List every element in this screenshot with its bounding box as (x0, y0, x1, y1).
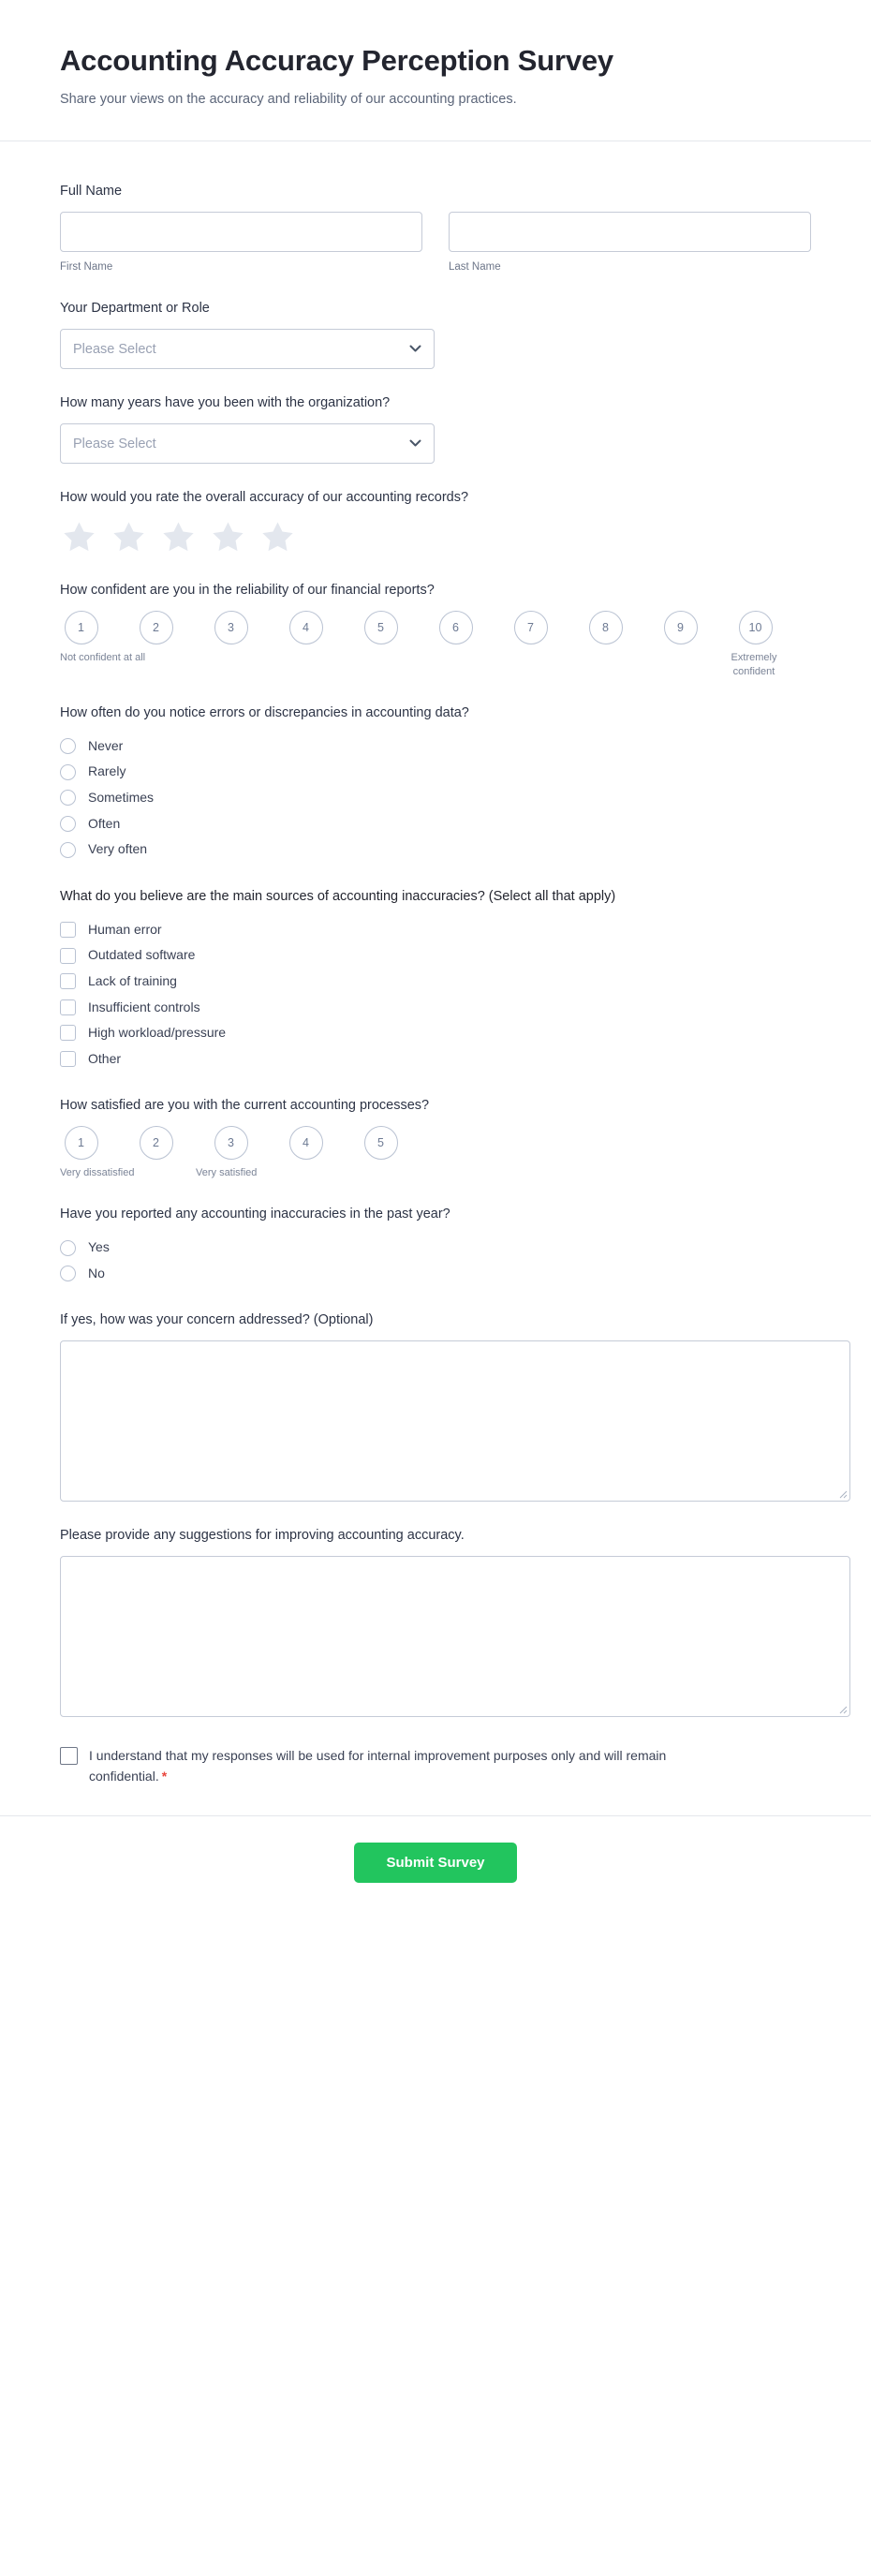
star-icon[interactable] (258, 518, 297, 556)
field-years (60, 381, 811, 476)
last-name-group (449, 212, 811, 274)
suggestions-label: Please provide any suggestions for improving accounting accuracy. (60, 1528, 465, 1544)
checkbox-icon[interactable] (60, 1051, 76, 1067)
confidence-scale (60, 611, 811, 679)
submit-survey-button[interactable]: Submit Survey (354, 1843, 516, 1883)
radio-label: Never (88, 737, 124, 753)
checkbox-icon[interactable] (60, 1025, 76, 1041)
star-icon[interactable] (110, 518, 148, 556)
field-satisfaction (60, 1084, 811, 1192)
form-body (0, 141, 871, 1815)
field-error-frequency (60, 691, 811, 875)
radio-icon[interactable] (60, 1240, 76, 1256)
radio-label: Rarely (88, 763, 126, 779)
field-department (60, 287, 811, 381)
page-subtitle: Share your views on the accuracy and reliability of our accounting practices. (60, 91, 517, 107)
checkbox-label: High workload/pressure (88, 1025, 227, 1041)
reported-options (60, 1235, 811, 1286)
scale-option-6[interactable]: 6 (439, 611, 473, 644)
consent-label: I understand that my responses will be used for internal improvement purposes only and will remain confidential. (89, 1748, 667, 1784)
checkbox-icon[interactable] (60, 973, 76, 989)
scale-option-8[interactable]: 8 (589, 611, 623, 644)
inaccuracy-sources-options (60, 917, 811, 1073)
radio-option-no[interactable] (60, 1261, 811, 1287)
field-full-name (60, 170, 811, 287)
error-frequency-options (60, 733, 811, 863)
radio-icon[interactable] (60, 842, 76, 858)
error-frequency-label: How often do you notice errors or discrepancies in accounting data? (60, 704, 469, 720)
star-icon[interactable] (60, 518, 98, 556)
scale-option (210, 611, 252, 644)
checkbox-option-outdated-software[interactable] (60, 942, 811, 969)
radio-label: Sometimes (88, 790, 155, 806)
confidence-legend-high: Extremely confident (731, 652, 777, 677)
last-name-input[interactable] (449, 212, 811, 252)
field-concern-addressed (60, 1298, 811, 1514)
last-name-sublabel: Last Name (449, 261, 501, 274)
checkbox-label: Insufficient controls (88, 999, 200, 1014)
concern-addressed-label: If yes, how was your concern addressed? (Optional) (60, 1312, 374, 1328)
star-rating-group[interactable] (60, 518, 811, 556)
scale-option-1[interactable]: 1 (65, 611, 98, 644)
radio-option-very-often[interactable] (60, 836, 811, 863)
field-reported (60, 1192, 811, 1298)
years-select-value: Please Select (73, 436, 156, 452)
scale-option (360, 1126, 402, 1160)
department-select[interactable] (60, 329, 435, 369)
satisfaction-legend-high: Very satisfied (196, 1167, 258, 1179)
checkbox-option-lack-of-training[interactable] (60, 969, 811, 995)
concern-addressed-textarea[interactable] (60, 1340, 850, 1502)
radio-option-never[interactable] (60, 733, 811, 760)
suggestions-textarea[interactable] (60, 1556, 850, 1717)
checkbox-option-human-error[interactable] (60, 917, 811, 943)
checkbox-icon[interactable] (60, 999, 76, 1015)
confidence-legend-low: Not confident at all (60, 652, 146, 664)
scale-option (509, 611, 552, 644)
scale-option-4[interactable]: 4 (289, 611, 323, 644)
scale-option (135, 1126, 177, 1160)
scale-option (285, 611, 327, 644)
field-inaccuracy-sources (60, 875, 811, 1085)
first-name-input[interactable] (60, 212, 422, 252)
required-marker: * (161, 1769, 168, 1784)
scale-option (210, 1126, 252, 1160)
department-select-value: Please Select (73, 341, 156, 357)
scale-option (734, 611, 776, 644)
satisfaction-option-2[interactable]: 2 (140, 1126, 173, 1160)
satisfaction-option-1[interactable]: 1 (65, 1126, 98, 1160)
radio-icon[interactable] (60, 764, 76, 780)
department-label: Your Department or Role (60, 301, 210, 317)
checkbox-label: Outdated software (88, 947, 196, 963)
checkbox-icon[interactable] (60, 922, 76, 938)
form-header (0, 0, 871, 141)
satisfaction-scale (60, 1126, 811, 1180)
checkbox-label: Other (88, 1050, 122, 1066)
radio-label: Often (88, 815, 121, 831)
satisfaction-option-3[interactable]: 3 (214, 1126, 248, 1160)
reported-label: Have you reported any accounting inaccuracies in the past year? (60, 1207, 450, 1222)
page-title: Accounting Accuracy Perception Survey (60, 44, 613, 77)
radio-option-often[interactable] (60, 811, 811, 837)
first-name-sublabel: First Name (60, 261, 113, 274)
radio-option-sometimes[interactable] (60, 785, 811, 811)
checkbox-label: Human error (88, 921, 162, 937)
satisfaction-option-5[interactable]: 5 (364, 1126, 398, 1160)
accuracy-rating-label: How would you rate the overall accuracy of our accounting records? (60, 490, 469, 506)
radio-option-rarely[interactable] (60, 759, 811, 785)
checkbox-option-high-workload[interactable] (60, 1020, 811, 1046)
radio-icon[interactable] (60, 1266, 76, 1281)
confidence-label: How confident are you in the reliability of our financial reports? (60, 583, 435, 599)
star-icon[interactable] (159, 518, 198, 556)
scale-option (285, 1126, 327, 1160)
star-icon[interactable] (209, 518, 247, 556)
checkbox-label: Lack of training (88, 973, 177, 988)
scale-option-2[interactable]: 2 (140, 611, 173, 644)
radio-label: Very often (88, 841, 148, 857)
inaccuracy-sources-label: What do you believe are the main sources of accounting inaccuracies? (Select all that apply) (60, 888, 616, 904)
scale-option (360, 611, 402, 644)
radio-icon[interactable] (60, 790, 76, 806)
scale-option (435, 611, 477, 644)
scale-option-9[interactable]: 9 (664, 611, 698, 644)
radio-icon[interactable] (60, 738, 76, 754)
scale-option-7[interactable]: 7 (514, 611, 548, 644)
scale-option-10[interactable]: 10 (739, 611, 773, 644)
consent-checkbox-icon[interactable] (60, 1747, 78, 1765)
field-accuracy-rating (60, 476, 811, 569)
years-select[interactable] (60, 423, 435, 464)
radio-option-yes[interactable] (60, 1235, 811, 1261)
years-label: How many years have you been with the organization? (60, 395, 391, 411)
first-name-group (60, 212, 422, 274)
radio-icon[interactable] (60, 816, 76, 832)
radio-label: No (88, 1265, 105, 1281)
full-name-label: Full Name (60, 184, 123, 200)
scale-option (60, 611, 102, 644)
form-footer (0, 1816, 871, 1920)
field-suggestions (60, 1514, 811, 1729)
scale-option (60, 1126, 102, 1160)
radio-label: Yes (88, 1239, 110, 1255)
scale-option (659, 611, 701, 644)
satisfaction-option-4[interactable]: 4 (289, 1126, 323, 1160)
checkbox-option-insufficient-controls[interactable] (60, 995, 811, 1021)
field-confidence (60, 569, 811, 691)
scale-option-3[interactable]: 3 (214, 611, 248, 644)
checkbox-option-other[interactable] (60, 1046, 811, 1073)
satisfaction-label: How satisfied are you with the current accounting processes? (60, 1098, 430, 1114)
consent-text (89, 1746, 745, 1786)
scale-option (135, 611, 177, 644)
checkbox-icon[interactable] (60, 948, 76, 964)
scale-option-5[interactable]: 5 (364, 611, 398, 644)
satisfaction-legend-low: Very dissatisfied (60, 1167, 135, 1179)
field-consent (60, 1729, 811, 1796)
scale-option (584, 611, 627, 644)
